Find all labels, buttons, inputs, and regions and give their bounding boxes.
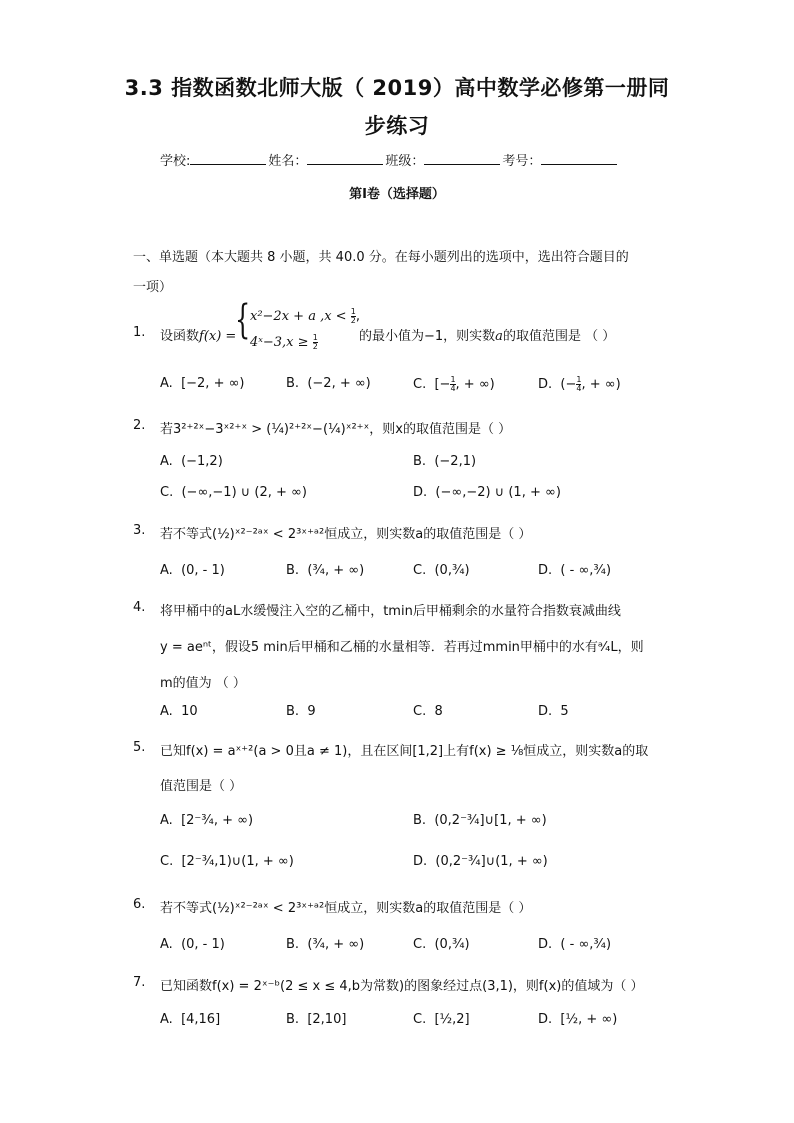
option-letter: D. — [538, 563, 553, 578]
q1-brace: { — [235, 297, 251, 343]
q1-a: a — [495, 329, 503, 344]
q1-frac-half-1: $\frac{1}{2}$ — [350, 307, 356, 325]
option-letter: C. — [413, 937, 427, 952]
q1-case1: x²−2x + a ,x < $\frac{1}{2}$ , — [250, 307, 360, 325]
q2-option-b[interactable] — [413, 454, 476, 469]
question-number: 1. — [133, 325, 146, 340]
option-text: (0, - 1) — [181, 563, 225, 578]
option-letter: D. — [538, 377, 553, 392]
q4-stem-line3: m的值为 （ ） — [160, 676, 246, 691]
q1-frac-quarter-c: $\frac{1}{4}$ — [450, 375, 456, 393]
section-heading-line1: 一、单选题（本大题共 8 小题，共 40.0 分。在每小题列出的选项中，选出符合题目的 — [133, 250, 629, 265]
option-letter: D. — [538, 704, 553, 719]
question-number: 4. — [133, 600, 146, 615]
option-letter: B. — [286, 1012, 300, 1027]
option-text: [½, + ∞) — [560, 1012, 618, 1027]
option-text: (−2, + ∞) — [307, 376, 371, 391]
option-text: 8 — [434, 704, 443, 719]
q1-case2-text: 4ˣ−3,x ≥ — [250, 335, 309, 350]
id-blank — [541, 152, 617, 165]
q7-option-a[interactable] — [160, 1012, 220, 1027]
q3-option-c[interactable] — [413, 563, 470, 578]
q5-stem-line2: 值范围是（ ） — [160, 779, 243, 794]
q7-option-b[interactable] — [286, 1012, 346, 1027]
option-text: 10 — [181, 704, 198, 719]
q5-option-a[interactable] — [160, 813, 253, 828]
option-text: (0,¾) — [434, 937, 470, 952]
option-letter: B. — [286, 937, 300, 952]
q1-post2-text: 的取值范围是 （ ） — [502, 329, 616, 344]
option-letter: C. — [413, 563, 427, 578]
option-letter: C. — [160, 485, 174, 500]
option-text: 5 — [560, 704, 569, 719]
school-label: 学校: — [160, 154, 191, 169]
option-letter: A. — [160, 454, 173, 469]
option-text: [2⁻¾, + ∞) — [181, 813, 254, 828]
option-text: [2,10] — [307, 1012, 347, 1027]
q5-option-c[interactable] — [160, 854, 294, 869]
q7-option-c[interactable] — [413, 1012, 470, 1027]
option-letter: C. — [160, 854, 174, 869]
q6-option-d[interactable] — [538, 937, 611, 952]
q1-option-d[interactable] — [538, 376, 621, 393]
option-text: (− — [560, 377, 577, 392]
option-text: [−2, + ∞) — [181, 376, 245, 391]
option-letter: D. — [538, 1012, 553, 1027]
q6-option-c[interactable] — [413, 937, 470, 952]
option-text: (−1,2) — [181, 454, 223, 469]
option-letter: C. — [413, 704, 427, 719]
question-number: 7. — [133, 975, 146, 990]
q1-option-a[interactable] — [160, 376, 245, 391]
q1-stem-post — [359, 325, 615, 344]
q4-stem-line1: 将甲桶中的aL水缓慢注入空的乙桶中，tmin后甲桶剩余的水量符合指数衰减曲线 — [160, 604, 621, 619]
id-label: 考号： — [502, 154, 542, 169]
q1-frac-half-2: $\frac{1}{2}$ — [312, 333, 318, 351]
q6-option-a[interactable] — [160, 937, 225, 952]
q2-stem: 若3²⁺²ˣ−3ˣ²⁺ˣ > (¼)²⁺²ˣ−(¼)ˣ²⁺ˣ，则x的取值范围是（ ） — [160, 422, 512, 437]
option-letter: D. — [538, 937, 553, 952]
option-text: (−∞,−2) ∪ (1, + ∞) — [435, 485, 561, 500]
option-letter: B. — [413, 813, 427, 828]
volume-heading: 第I卷（选择题） — [349, 187, 445, 202]
option-text: [− — [434, 377, 451, 392]
q4-stem-line2: y = aeⁿᵗ，假设5 min后甲桶和乙桶的水量相等．若再过mmin甲桶中的水有ᵃ⁄₄L，则 — [160, 640, 644, 655]
q1-pre-text: 设函数 — [160, 329, 200, 344]
option-text: ( - ∞,¾) — [560, 937, 612, 952]
section-heading-line2: 一项） — [133, 280, 173, 295]
q1-option-c[interactable] — [413, 376, 495, 393]
option-letter: B. — [286, 704, 300, 719]
option-text: [4,16] — [181, 1012, 221, 1027]
question-number: 5. — [133, 740, 146, 755]
option-letter: A. — [160, 704, 173, 719]
q1-post-text: 的最小值为−1，则实数 — [359, 329, 496, 344]
q4-option-c[interactable] — [413, 704, 443, 719]
option-letter: A. — [160, 563, 173, 578]
option-text: [½,2] — [434, 1012, 470, 1027]
q5-option-d[interactable] — [413, 854, 548, 869]
option-text: , + ∞) — [581, 377, 621, 392]
option-letter: C. — [413, 377, 427, 392]
option-text: (¾, + ∞) — [307, 937, 365, 952]
option-text: (¾, + ∞) — [307, 563, 365, 578]
q3-stem: 若不等式(½)ˣ²⁻²ᵃˣ < 2³ˣ⁺ᵃ²恒成立，则实数a的取值范围是（ ） — [160, 527, 532, 542]
option-text: (−∞,−1) ∪ (2, + ∞) — [181, 485, 307, 500]
q6-option-b[interactable] — [286, 937, 364, 952]
q2-option-d[interactable] — [413, 485, 561, 500]
q4-option-b[interactable] — [286, 704, 316, 719]
q3-option-b[interactable] — [286, 563, 364, 578]
q2-option-a[interactable] — [160, 454, 223, 469]
question-number: 2. — [133, 418, 146, 433]
q7-stem: 已知函数f(x) = 2ˣ⁻ᵇ(2 ≤ x ≤ 4,b为常数)的图象经过点(3,1)，则f(x)的值域为（ ） — [160, 979, 644, 994]
q1-frac-quarter-d: $\frac{1}{4}$ — [576, 375, 582, 393]
school-blank — [190, 152, 266, 165]
name-blank — [307, 152, 383, 165]
option-letter: B. — [286, 376, 300, 391]
question-number: 6. — [133, 897, 146, 912]
q4-option-d[interactable] — [538, 704, 569, 719]
q2-option-c[interactable] — [160, 485, 307, 500]
q1-fx: f(x) = — [199, 329, 237, 344]
class-label: 班级： — [385, 154, 425, 169]
q7-option-d[interactable] — [538, 1012, 617, 1027]
option-text: (0, - 1) — [181, 937, 225, 952]
doc-title-line2: 步练习 — [364, 114, 430, 138]
option-text: (−2,1) — [434, 454, 477, 469]
q3-option-a[interactable] — [160, 563, 225, 578]
q3-option-d[interactable] — [538, 563, 611, 578]
class-blank — [424, 152, 500, 165]
option-letter: D. — [413, 485, 428, 500]
option-letter: B. — [286, 563, 300, 578]
option-text: [2⁻¾,1)∪(1, + ∞) — [181, 854, 294, 869]
option-text: (0,¾) — [434, 563, 470, 578]
option-text: (0,2⁻¾]∪[1, + ∞) — [434, 813, 547, 828]
option-text: (0,2⁻¾]∪(1, + ∞) — [435, 854, 548, 869]
option-letter: A. — [160, 1012, 173, 1027]
option-letter: A. — [160, 813, 173, 828]
option-letter: C. — [413, 1012, 427, 1027]
option-text: , + ∞) — [455, 377, 495, 392]
student-info-line — [160, 150, 619, 169]
q6-stem: 若不等式(½)ˣ²⁻²ᵃˣ < 2³ˣ⁺ᵃ²恒成立，则实数a的取值范围是（ ） — [160, 901, 532, 916]
option-text: 9 — [307, 704, 316, 719]
name-label: 姓名： — [268, 154, 308, 169]
q1-case2 — [250, 334, 318, 351]
option-letter: D. — [413, 854, 428, 869]
question-number: 3. — [133, 523, 146, 538]
q4-option-a[interactable] — [160, 704, 198, 719]
q5-option-b[interactable] — [413, 813, 547, 828]
q5-stem-line1: 已知f(x) = aˣ⁺²(a > 0且a ≠ 1)，且在区间[1,2]上有f(x) ≥ ⅛恒成立，则实数a的取 — [160, 744, 649, 759]
q1-option-b[interactable] — [286, 376, 371, 391]
q1-stem-pre — [160, 325, 236, 344]
option-letter: A. — [160, 937, 173, 952]
option-letter: B. — [413, 454, 427, 469]
doc-title-line1: 3.3 指数函数北师大版（ 2019）高中数学必修第一册同 — [124, 76, 670, 100]
option-letter: A. — [160, 376, 173, 391]
q1-case1-text: x²−2x + a ,x < — [250, 309, 347, 324]
option-text: ( - ∞,¾) — [560, 563, 612, 578]
